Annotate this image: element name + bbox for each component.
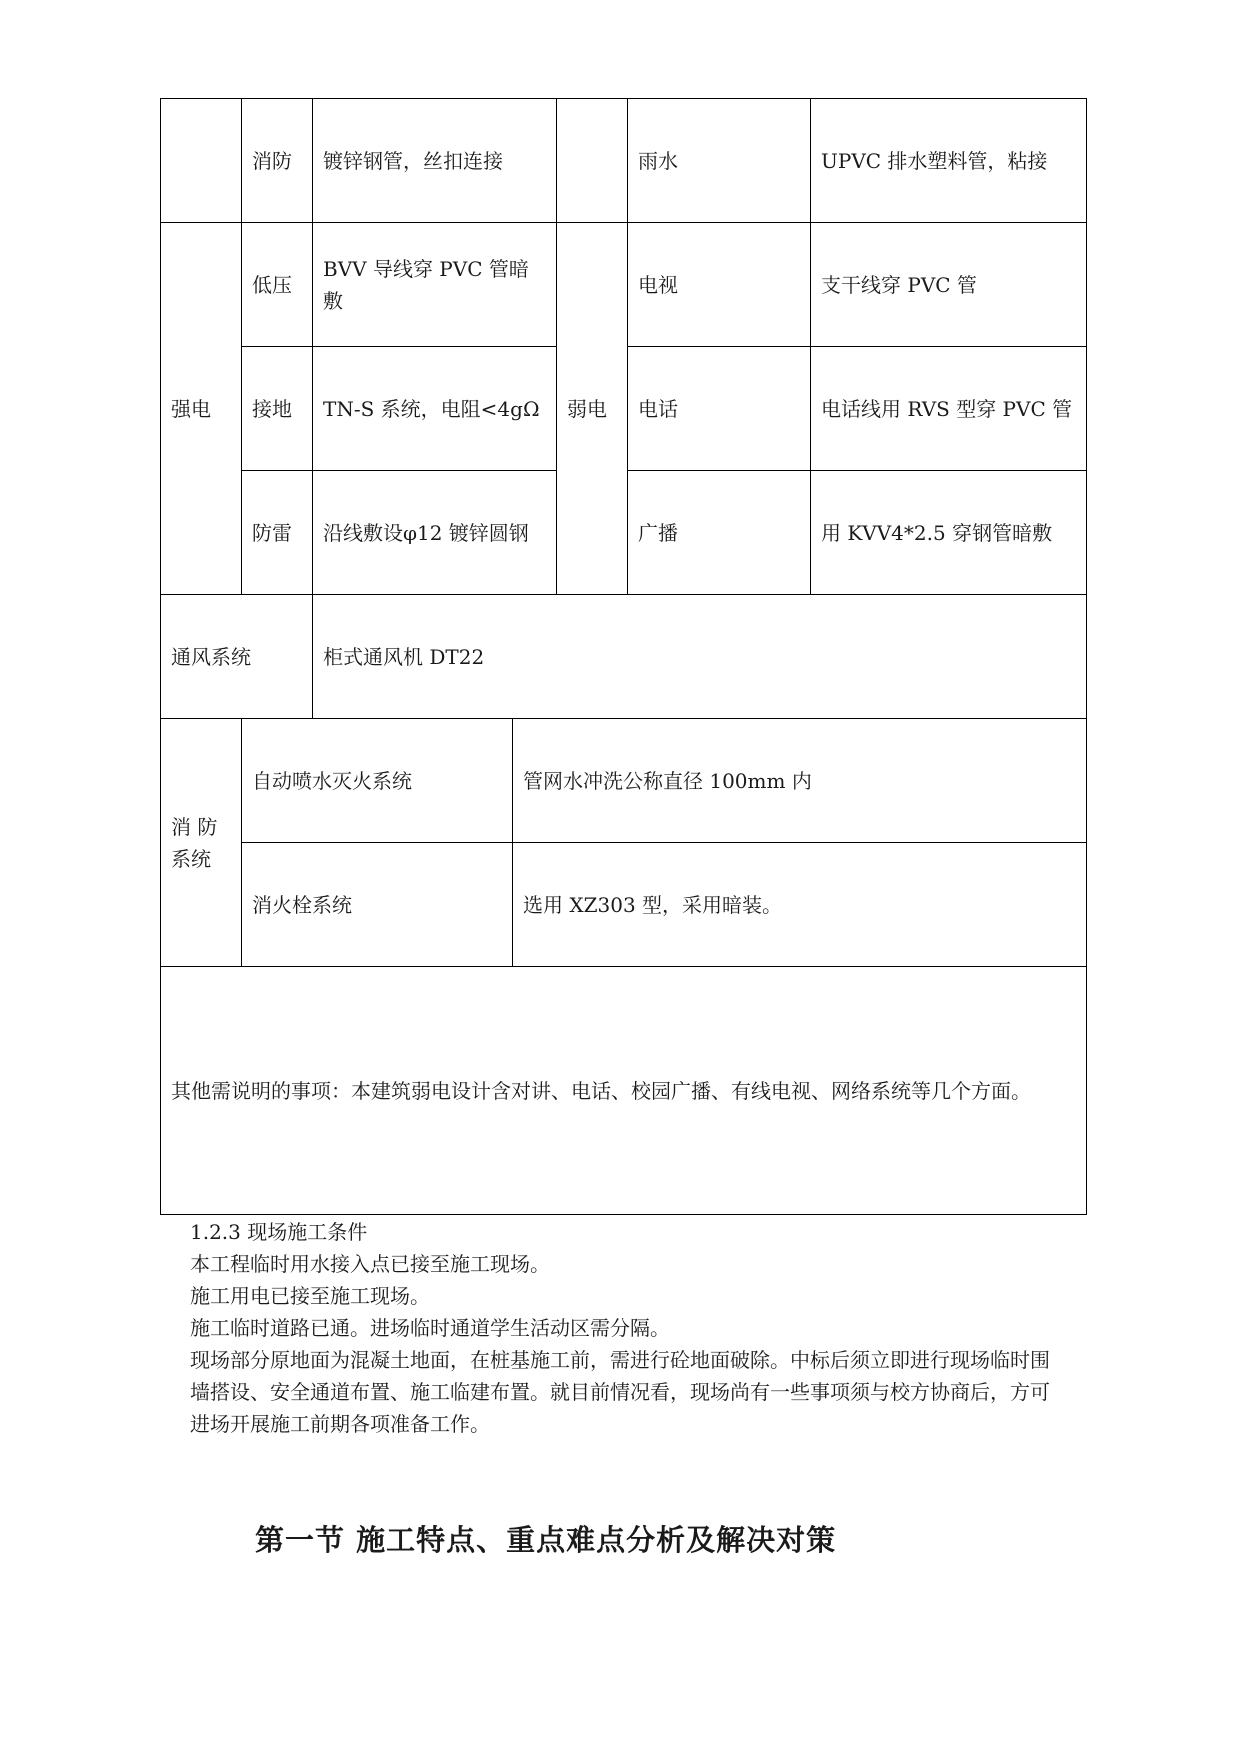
table-cell-lightning-label: 防雷 <box>241 470 313 595</box>
table-cell-phone-label: 电话 <box>627 346 811 471</box>
paragraph: 现场部分原地面为混凝土地面，在桩基施工前，需进行砼地面破除。中标后须立即进行现场临时围墙搭设、安全通道布置、施工临建布置。就目前情况看，现场尚有一些事项须与校方协商后，方可进场开展施工前期各项准备工作。 <box>190 1348 1050 1436</box>
table-cell-broadcast-desc: 用 KVV4*2.5 穿钢管暗敷 <box>810 470 1087 595</box>
table-cell-grounding-label: 接地 <box>241 346 313 471</box>
section-title: 1.2.3 现场施工条件 <box>190 1220 368 1244</box>
table-cell-weak-elec-label: 弱电 <box>556 222 628 595</box>
table-cell-rain-desc: UPVC 排水塑料管，粘接 <box>810 98 1087 223</box>
paragraph: 施工临时道路已通。进场临时通道学生活动区需分隔。 <box>190 1316 670 1340</box>
table-cell-hydrant-desc: 选用 XZ303 型，采用暗装。 <box>512 842 1087 967</box>
table-cell-lightning-desc: 沿线敷设φ12 镀锌圆钢 <box>312 470 557 595</box>
table-cell-hydrant-label: 消火栓系统 <box>241 842 513 967</box>
paragraph: 本工程临时用水接入点已接至施工现场。 <box>190 1252 550 1276</box>
table-cell-ventilation-label: 通风系统 <box>160 594 313 719</box>
table-cell-rain-label: 雨水 <box>627 98 811 223</box>
table-cell-empty <box>160 98 242 223</box>
table-cell-fire-system-label: 消 防 系统 <box>160 718 242 967</box>
table-cell-phone-desc: 电话线用 RVS 型穿 PVC 管 <box>810 346 1087 471</box>
table-cell-low-voltage-desc: BVV 导线穿 PVC 管暗敷 <box>312 222 557 347</box>
table-cell-ventilation-desc: 柜式通风机 DT22 <box>312 594 1087 719</box>
paragraph: 施工用电已接至施工现场。 <box>190 1284 430 1308</box>
table-cell-fire-pipe-desc: 镀锌钢管，丝扣连接 <box>312 98 557 223</box>
table-cell-tv-label: 电视 <box>627 222 811 347</box>
table-cell-notes: 其他需说明的事项：本建筑弱电设计含对讲、电话、校园广播、有线电视、网络系统等几个方面。 <box>160 966 1087 1215</box>
table-cell-fire-pipe-label: 消防 <box>241 98 313 223</box>
table-cell-sprinkler-label: 自动喷水灭火系统 <box>241 718 513 843</box>
table-cell-grounding-desc: TN-S 系统，电阻<4gΩ <box>312 346 557 471</box>
table-cell-empty <box>556 98 628 223</box>
table-cell-strong-elec-label: 强电 <box>160 222 242 595</box>
table-cell-broadcast-label: 广播 <box>627 470 811 595</box>
chapter-heading: 第一节 施工特点、重点难点分析及解决对策 <box>255 1523 837 1557</box>
table-cell-low-voltage-label: 低压 <box>241 222 313 347</box>
table-cell-tv-desc: 支干线穿 PVC 管 <box>810 222 1087 347</box>
table-cell-sprinkler-desc: 管网水冲洗公称直径 100mm 内 <box>512 718 1087 843</box>
